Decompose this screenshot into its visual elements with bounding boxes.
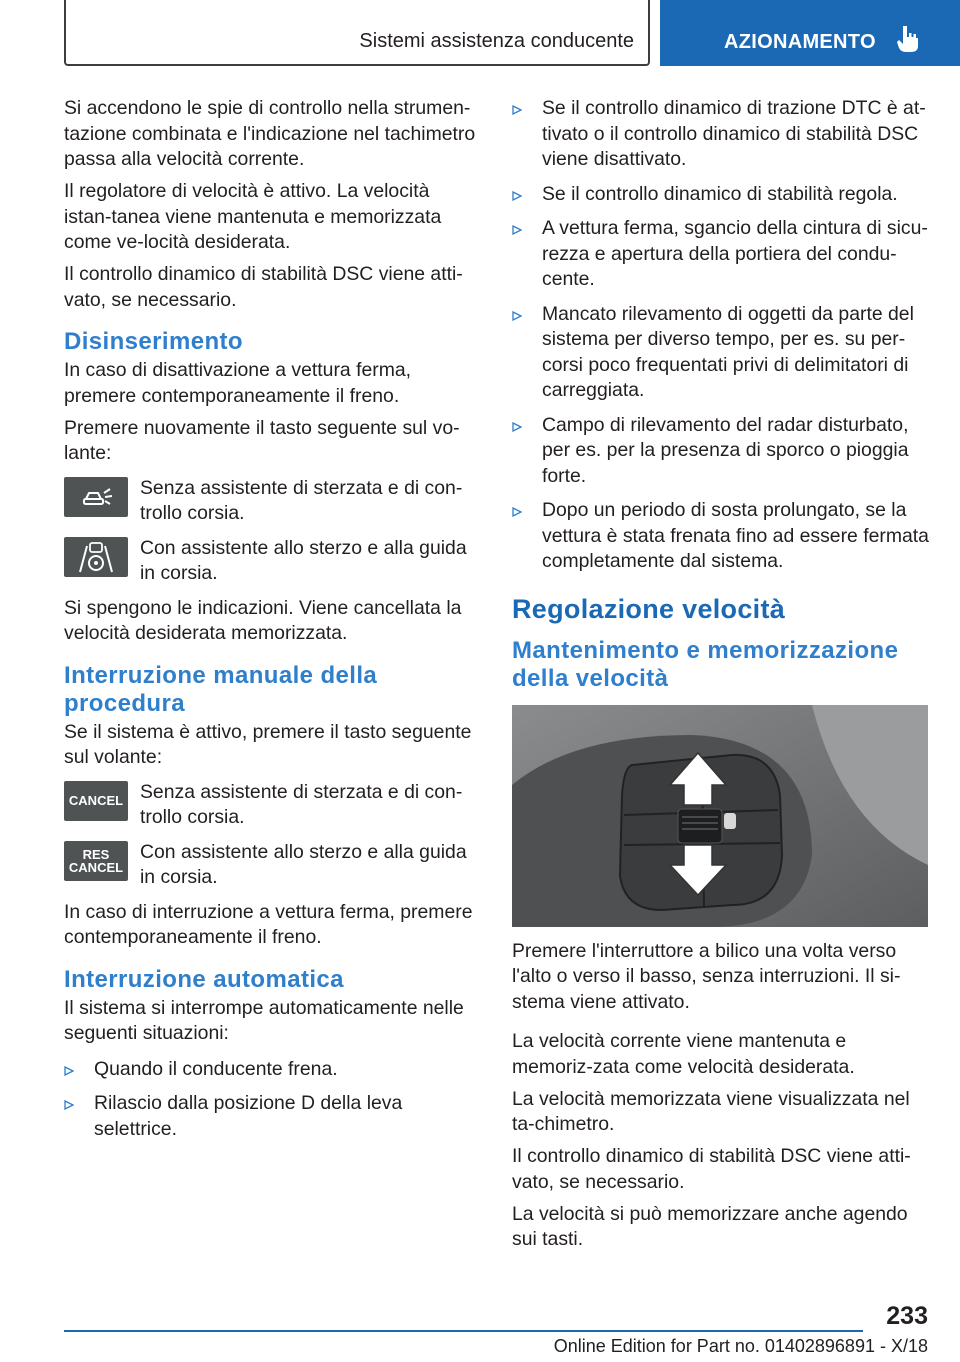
maintain-paragraph-3: La velocità memorizzata viene visualizzata nel ta-chimetro. [512, 1087, 910, 1135]
hand-pointer-icon [896, 24, 920, 54]
button-row-cancel [64, 780, 480, 831]
chapter-header [64, 0, 650, 66]
list-item: Rilascio dalla posizione D della leva selettrice. [64, 1091, 480, 1142]
button-row-lane-on [64, 536, 480, 587]
list-item: A vettura ferma, sgancio della cintura di sicu-rezza e apertura della portiera del condu-cente. [512, 216, 932, 293]
list-item: Quando il conducente frena. [64, 1057, 480, 1083]
button-row-lane-off [64, 476, 480, 527]
left-column [64, 96, 480, 1151]
list-item: Se il controllo dinamico di stabilità regola. [512, 182, 932, 208]
auto-interrupt-list-right [512, 96, 932, 575]
section-label: AZIONAMENTO [724, 31, 876, 53]
disinserimento-paragraph-3: Si spengono le indicazioni. Viene cancellata la velocità desiderata memorizzata. [64, 596, 462, 644]
bullet-triangle-icon [512, 191, 522, 201]
list-item: Se il controllo dinamico di trazione DTC è at-tivato o il controllo dinamico di stabilità DSC viene disattivato. [512, 96, 932, 173]
auto-interrupt-heading: Interruzione automatica [64, 965, 344, 993]
bullet-triangle-icon [512, 311, 522, 321]
cancel-label: CANCEL [68, 859, 124, 875]
disinserimento-heading: Disinserimento [64, 328, 243, 355]
manual-interrupt-heading: Interruzione manuale della procedura [64, 661, 378, 717]
speed-regulation-heading: Regolazione velocità [512, 593, 786, 624]
button-description: Con assistente allo sterzo e alla guida in corsia. [140, 840, 467, 888]
cancel-button-icon [64, 781, 128, 821]
driving-assistant-button-icon [64, 477, 128, 517]
auto-interrupt-paragraph-1: Il sistema si interrompe automaticamente nelle seguenti situazioni: [64, 996, 464, 1044]
bullet-triangle-icon [512, 225, 522, 235]
manual-interrupt-paragraph-1: Se il sistema è attivo, premere il tasto seguente sul volante: [64, 720, 472, 768]
button-description: Con assistente allo sterzo e alla guida in corsia. [140, 536, 467, 584]
maintain-paragraph-5: La velocità si può memorizzare anche agendo sui tasti. [512, 1202, 908, 1250]
chapter-title: Sistemi assistenza conducente [359, 30, 634, 52]
footer-edition: Online Edition for Part no. 01402896891 - X/18 [553, 1336, 928, 1356]
maintain-store-speed-heading: Mantenimento e memorizzazione della velocità [512, 636, 899, 692]
res-label: RES [82, 846, 110, 862]
steering-lane-assistant-button-icon [64, 537, 128, 577]
intro-paragraph-1: Si accendono le spie di controllo nella strumen-tazione combinata e l'indicazione nel tachimetro passa alla velocità corrente. [64, 97, 476, 170]
bullet-triangle-icon [64, 1066, 74, 1076]
res-cancel-button-icon [64, 841, 128, 881]
list-item: Campo di rilevamento del radar disturbato, per es. per la presenza di sporco o pioggia forte. [512, 413, 932, 490]
section-tab [660, 0, 960, 66]
disinserimento-paragraph-2: Premere nuovamente il tasto seguente sul vo-lante: [64, 416, 460, 464]
bullet-triangle-icon [512, 507, 522, 517]
button-description: Senza assistente di sterzata e di con-trollo corsia. [140, 476, 463, 524]
bullet-triangle-icon [512, 105, 522, 115]
cancel-button-label: CANCEL [68, 793, 124, 808]
disinserimento-paragraph-1: In caso di disattivazione a vettura ferma, premere contemporaneamente il freno. [64, 359, 412, 407]
bullet-triangle-icon [512, 422, 522, 432]
bullet-triangle-icon [64, 1100, 74, 1110]
intro-paragraph-3: Il controllo dinamico di stabilità DSC viene atti-vato, se necessario. [64, 263, 463, 311]
list-item: Dopo un periodo di sosta prolungato, se la vettura è stata frenata fino ad essere fermata completamente dal sistema. [512, 498, 932, 575]
right-column [512, 96, 932, 1259]
footer-divider [64, 1330, 863, 1332]
manual-interrupt-paragraph-2: In caso di interruzione a vettura ferma, premere contemporaneamente il freno. [64, 900, 473, 948]
maintain-paragraph-2: La velocità corrente viene mantenuta e memoriz-zata come velocità desiderata. [512, 1030, 855, 1078]
page-number: 233 [886, 1302, 928, 1330]
button-row-res-cancel [64, 840, 480, 891]
intro-paragraph-2: Il regolatore di velocità è attivo. La velocità istan-tanea viene mantenuta e memorizzata come ve-locità desiderata. [64, 180, 442, 253]
auto-interrupt-list-left [64, 1057, 480, 1143]
button-description: Senza assistente di sterzata e di con-trollo corsia. [140, 780, 463, 828]
maintain-paragraph-4: Il controllo dinamico di stabilità DSC viene atti-vato, se necessario. [512, 1145, 911, 1193]
steering-wheel-rocker-switch-photo [512, 705, 928, 927]
list-item: Mancato rilevamento di oggetti da parte del sistema per diverso tempo, per es. su per-corsi poco frequentati privi di delimitatori di carreggiata. [512, 302, 932, 404]
maintain-paragraph-1: Premere l'interruttore a bilico una volta verso l'alto o verso il basso, senza interruzioni. Il si-stema viene attivato. [512, 939, 901, 1013]
